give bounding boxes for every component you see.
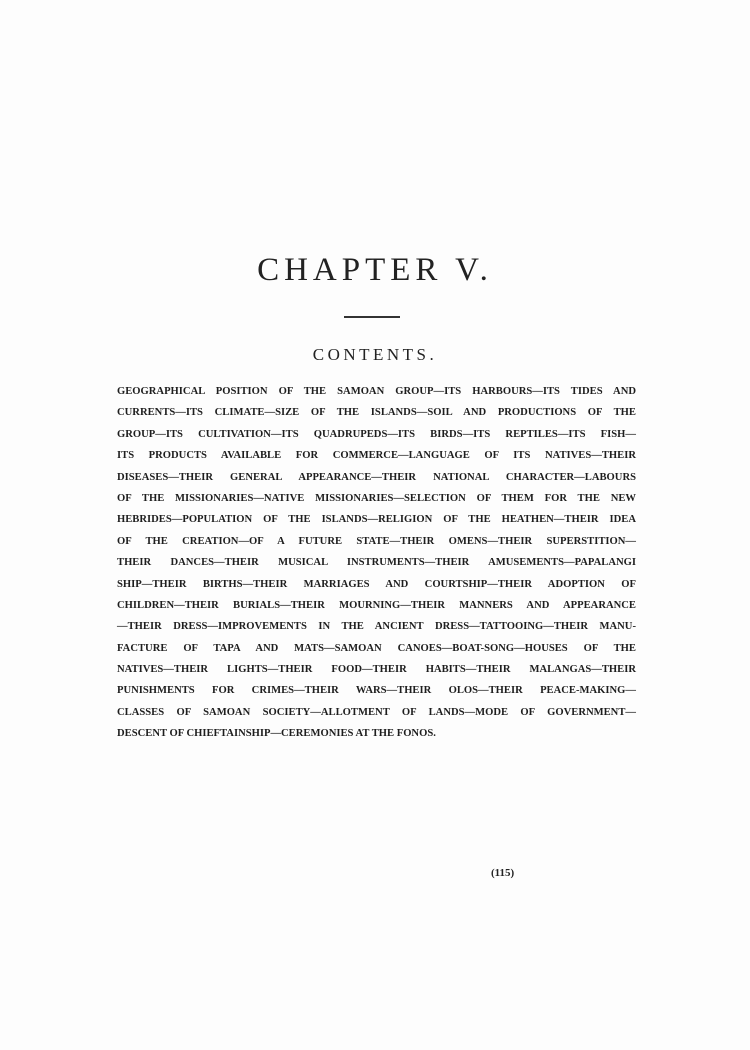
summary-line: CURRENTS—ITS CLIMATE—SIZE OF THE ISLANDS—SOIL AND PRODUCTIONS OF THE <box>117 407 636 419</box>
summary-line: FACTURE OF TAPA AND MATS—SAMOAN CANOES—BOAT-SONG—HOUSES OF THE <box>117 642 636 654</box>
contents-heading: CONTENTS. <box>312 345 438 364</box>
summary-line: GROUP—ITS CULTIVATION—ITS QUADRUPEDS—ITS BIRDS—ITS REPTILES—ITS FISH— <box>117 428 636 440</box>
summary-line: DESCENT OF CHIEFTAINSHIP—CEREMONIES AT THE FONOS. <box>117 728 436 740</box>
chapter-title: CHAPTER V. <box>257 252 493 288</box>
summary-line: PUNISHMENTS FOR CRIMES—THEIR WARS—THEIR OLOS—THEIR PEACE-MAKING— <box>117 685 636 697</box>
summary-line: CHILDREN—THEIR BURIALS—THEIR MOURNING—THEIR MANNERS AND APPEARANCE <box>117 599 636 611</box>
summary-line: DISEASES—THEIR GENERAL APPEARANCE—THEIR NATIONAL CHARACTER—LABOURS <box>117 471 636 483</box>
summary-line: —THEIR DRESS—IMPROVEMENTS IN THE ANCIENT DRESS—TATTOOING—THEIR MANU- <box>117 621 636 633</box>
summary-line: OF THE CREATION—OF A FUTURE STATE—THEIR OMENS—THEIR SUPERSTITION— <box>117 535 636 547</box>
summary-line: NATIVES—THEIR LIGHTS—THEIR FOOD—THEIR HABITS—THEIR MALANGAS—THEIR <box>117 664 636 676</box>
summary-line: THEIR DANCES—THEIR MUSICAL INSTRUMENTS—THEIR AMUSEMENTS—PAPALANGI <box>117 557 636 569</box>
summary-line: GEOGRAPHICAL POSITION OF THE SAMOAN GROUP—ITS HARBOURS—ITS TIDES AND <box>117 386 636 397</box>
summary-line: CLASSES OF SAMOAN SOCIETY—ALLOTMENT OF LANDS—MODE OF GOVERNMENT— <box>117 706 636 718</box>
summary-line: HEBRIDES—POPULATION OF THE ISLANDS—RELIGION OF THE HEATHEN—THEIR IDEA <box>117 514 636 526</box>
page-number: (115) <box>491 867 515 879</box>
summary-line: SHIP—THEIR BIRTHS—THEIR MARRIAGES AND COURTSHIP—THEIR ADOPTION OF <box>117 578 636 590</box>
title-rule <box>344 316 400 318</box>
summary-line: OF THE MISSIONARIES—NATIVE MISSIONARIES—SELECTION OF THEM FOR THE NEW <box>117 492 636 504</box>
contents-summary <box>117 381 636 745</box>
summary-line: ITS PRODUCTS AVAILABLE FOR COMMERCE—LANGUAGE OF ITS NATIVES—THEIR <box>117 450 636 462</box>
